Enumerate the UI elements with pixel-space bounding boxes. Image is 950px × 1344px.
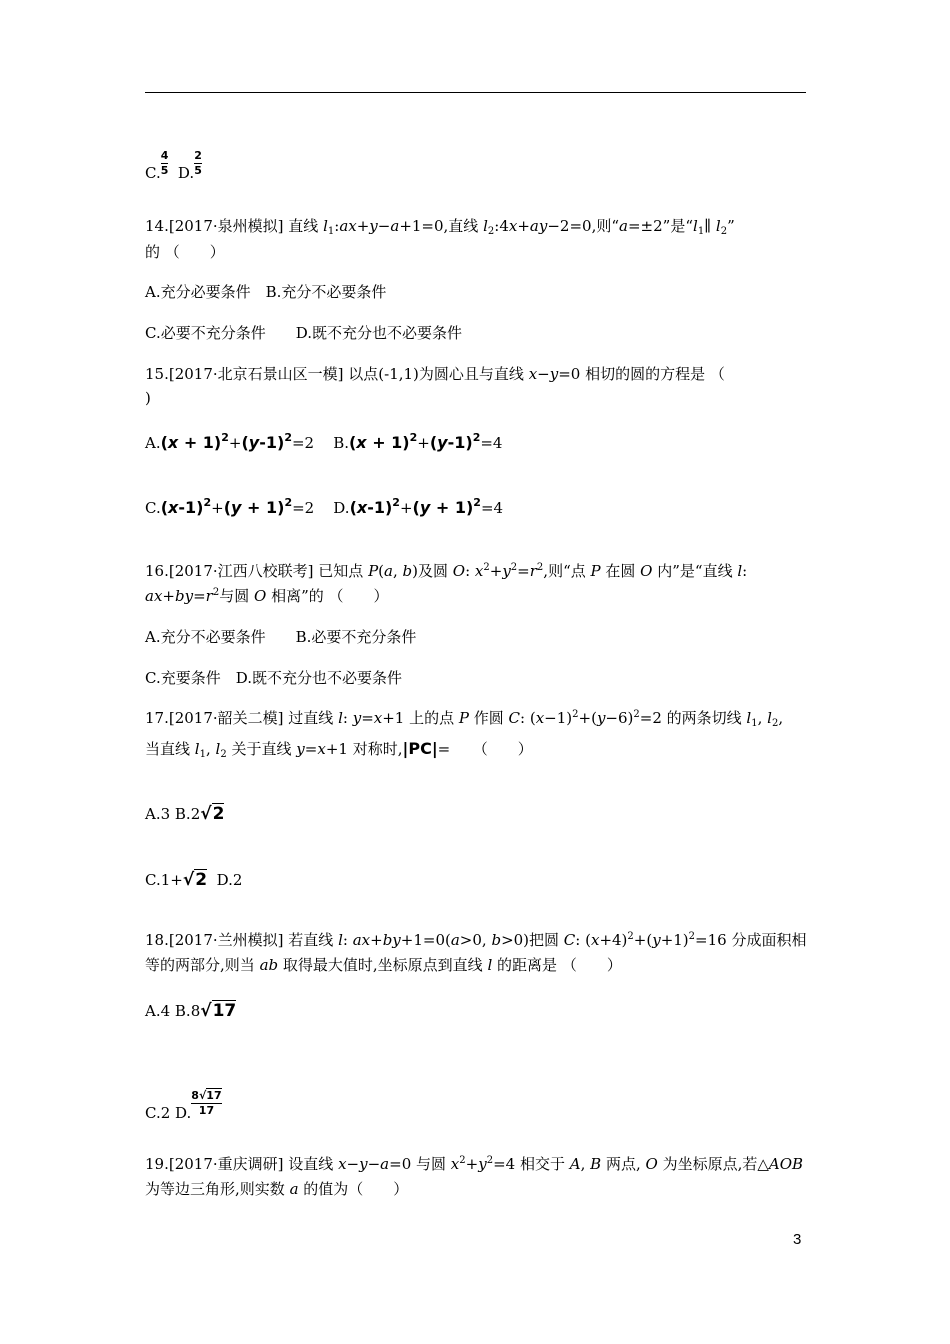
q17-options-ab: A.3 B.2√2 (145, 804, 225, 824)
q14-options-cd: C.必要不充分条件 D.既不充分也不必要条件 (145, 324, 462, 342)
q17-stem-line1: 17.[2017·韶关二模] 过直线 l: y=x+1 上的点 P 作圆 C: $(x-1)^2+(y-6)^2=2$ 的两条切线 $l_1$, $l_2$, (145, 709, 784, 729)
q15-options-cd: $C.(x-1)^2+(y + 1)^2=2$ $D.(x-1)^2+(y + 1)^2=4$ (145, 496, 504, 517)
q15-stem-line1: 15.[2017·北京石景山区一模] 以点(-1,1)为圆心且与直线 x−y=0 相切的圆的方程是 （ (145, 365, 725, 383)
header-rule (145, 92, 806, 93)
q14-stem-line2: 的 （ ） (145, 243, 225, 261)
q16-stem-line2: $ax+by=r^2$与圆 O 相离”的 （ ） (145, 587, 389, 605)
fraction-8sqrt17-over-17: $\frac{8√17}{17}$ (191, 1089, 222, 1117)
pc-length: |PC| (402, 739, 438, 758)
q18-stem-line1: 18.[2017·兰州模拟] 若直线 l: ax+by+1=0(a>0, b>0)把圆 C: $(x+4)^2+(y+1)^2=16$ 分成面积相 (145, 931, 807, 949)
q14-options-ab: A.充分必要条件 B.充分不必要条件 (145, 283, 387, 301)
q16-stem-line1: 16.[2017·江西八校联考] 已知点 P(a, b)及圆 O: $x^2+y^2=r^2$,则“点 P 在圆 O 内”是“直线 l: (145, 562, 748, 580)
q16-options-ab: A.充分不必要条件 B.必要不充分条件 (145, 628, 417, 646)
q15-stem-line2: ) (145, 389, 151, 407)
q17-options-cd: C.1+√2 D.2 (145, 870, 243, 890)
fraction-c: $\frac{4}{5}$ (160, 149, 169, 177)
q14-stem-line1: 14.[2017·泉州模拟] 直线 $l_1:ax+y-a+1=0$,直线 $l_2:4x+ay-2=0$,则“a=±2”是“$l_1\parallel$ $l_2$” (145, 217, 735, 237)
q13-options-cd: C. $\frac{4}{5}$ D. $\frac{2}{5}$ (145, 149, 202, 182)
q17-stem-line2: 当直线 $l_1$, $l_2$ 关于直线 y=x+1 对称时,|PC|= （ ） (145, 739, 533, 760)
q19-stem-line2: 为等边三角形,则实数 a 的值为（ ） (145, 1180, 409, 1198)
q15-options-ab: $A.(x + 1)^2+(y-1)^2=2$ $B.(x + 1)^2+(y-1)^2=4$ (145, 431, 503, 452)
page-number: 3 (793, 1231, 802, 1248)
q18-options-ab: A.4 B.8√17 (145, 1001, 237, 1021)
q16-options-cd: C.充要条件 D.既不充分也不必要条件 (145, 669, 402, 687)
fraction-d: $\frac{2}{5}$ (194, 149, 202, 177)
q18-options-cd: C.2 D. $\frac{8√17}{17}$ (145, 1089, 222, 1122)
q19-stem-line1: 19.[2017·重庆调研] 设直线 x−y−a=0 与圆 $x^2+y^2=4$ 相交于 A, B 两点, O 为坐标原点,若△AOB (145, 1155, 804, 1173)
q18-stem-line2: 等的两部分,则当 ab 取得最大值时,坐标原点到直线 l 的距离是 （ ） (145, 956, 622, 974)
